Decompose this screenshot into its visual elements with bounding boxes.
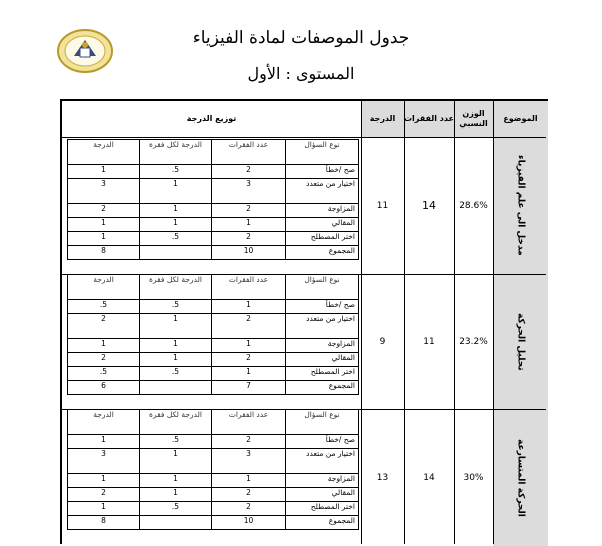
cell-per-item <box>140 381 212 395</box>
cell-type: المزاوجة <box>286 474 359 488</box>
section-items: 11 <box>423 336 435 347</box>
total-row <box>68 381 359 395</box>
sub-type-header: نوع السؤال <box>286 140 359 165</box>
cell-type: اختيار من متعدد <box>286 314 359 339</box>
cell-grade: 2 <box>68 204 140 218</box>
cell-per-item: 1 <box>140 353 212 367</box>
section-weight: 30% <box>463 472 484 483</box>
subtable-header-row <box>68 140 359 165</box>
cell-type: اختيار من متعدد <box>286 449 359 474</box>
cell-per-item: .5 <box>140 232 212 246</box>
cell-grade: 8 <box>68 516 140 530</box>
cell-grade: 1 <box>68 232 140 246</box>
sub-grade-header: الدرجة <box>68 275 140 300</box>
cell-count: 2 <box>212 502 286 516</box>
cell-type: المجموع <box>286 246 359 260</box>
sub-per-item-header: الدرجة لكل فقرة <box>140 140 212 165</box>
cell-grade: .5 <box>68 300 140 314</box>
cell-grade: 1 <box>68 474 140 488</box>
cell-grade: 1 <box>68 165 140 179</box>
cell-grade: 8 <box>68 246 140 260</box>
cell-count: 2 <box>212 488 286 502</box>
distribution-header: توزيع الدرجة <box>186 114 237 123</box>
section-grade: 9 <box>379 336 386 347</box>
cell-grade: .5 <box>68 367 140 381</box>
cell-per-item: .5 <box>140 367 212 381</box>
cell-grade: 2 <box>68 488 140 502</box>
table-row <box>68 474 359 488</box>
sub-per-item-header: الدرجة لكل فقرة <box>140 410 212 435</box>
total-row <box>68 516 359 530</box>
section-weight: 23.2% <box>459 336 488 347</box>
cell-type: المزاوجة <box>286 204 359 218</box>
cell-per-item: 1 <box>140 488 212 502</box>
level-subtitle: المستوى : الأول <box>247 64 355 83</box>
sub-grade-header: الدرجة <box>68 410 140 435</box>
cell-type: المجموع <box>286 516 359 530</box>
sub-count-header: عدد الفقرات <box>212 140 286 165</box>
distribution-subtable <box>67 274 359 395</box>
distribution-subtable <box>67 139 359 260</box>
cell-grade: 3 <box>68 179 140 204</box>
cell-per-item: 1 <box>140 314 212 339</box>
total-row <box>68 246 359 260</box>
subtable-header-row <box>68 275 359 300</box>
section-grade: 11 <box>376 200 389 211</box>
cell-per-item: 1 <box>140 218 212 232</box>
cell-type: المقالي <box>286 353 359 367</box>
table-row <box>68 204 359 218</box>
cell-type: المجموع <box>286 381 359 395</box>
cell-count: 10 <box>212 246 286 260</box>
cell-grade: 1 <box>68 435 140 449</box>
cell-type: اختيار من متعدد <box>286 179 359 204</box>
cell-type: المزاوجة <box>286 339 359 353</box>
sub-per-item-header: الدرجة لكل فقرة <box>140 275 212 300</box>
cell-grade: 3 <box>68 449 140 474</box>
cell-count: 2 <box>212 165 286 179</box>
cell-count: 3 <box>212 449 286 474</box>
cell-per-item: 1 <box>140 179 212 204</box>
cell-count: 1 <box>212 300 286 314</box>
section-grade: 13 <box>376 472 389 483</box>
items-count-header: عدد الفقرات <box>404 114 454 123</box>
table-row <box>68 165 359 179</box>
cell-count: 1 <box>212 474 286 488</box>
cell-per-item: 1 <box>140 474 212 488</box>
cell-count: 1 <box>212 367 286 381</box>
cell-count: 1 <box>212 218 286 232</box>
cell-type: صح /خطأ <box>286 300 359 314</box>
cell-count: 2 <box>212 232 286 246</box>
weight-header: الوزن النسبي <box>459 109 488 128</box>
topic-header: الموضوع <box>503 114 538 123</box>
section-items: 14 <box>423 472 435 483</box>
table-row <box>68 367 359 381</box>
cell-grade: 1 <box>68 502 140 516</box>
page-title: جدول الموصفات لمادة الفيزياء <box>192 28 410 48</box>
cell-per-item: 1 <box>140 449 212 474</box>
cell-type: المقالي <box>286 218 359 232</box>
cell-per-item: .5 <box>140 300 212 314</box>
cell-count: 2 <box>212 353 286 367</box>
cell-grade: 6 <box>68 381 140 395</box>
cell-grade: 1 <box>68 218 140 232</box>
table-row <box>68 314 359 339</box>
section-topic: مدخل الى علم الفيزياء <box>515 155 526 256</box>
cell-grade: 1 <box>68 339 140 353</box>
table-row <box>68 339 359 353</box>
table-row <box>68 232 359 246</box>
subtable-header-row <box>68 410 359 435</box>
cell-count: 2 <box>212 314 286 339</box>
table-row <box>68 353 359 367</box>
sub-count-header: عدد الفقرات <box>212 410 286 435</box>
section-weight: 28.6% <box>459 200 488 211</box>
cell-grade: 2 <box>68 314 140 339</box>
cell-type: اختر المصطلح <box>286 232 359 246</box>
sub-grade-header: الدرجة <box>68 140 140 165</box>
cell-count: 2 <box>212 435 286 449</box>
specifications-table <box>60 99 548 544</box>
cell-per-item: .5 <box>140 165 212 179</box>
cell-type: اختر المصطلح <box>286 502 359 516</box>
cell-per-item: .5 <box>140 435 212 449</box>
section-topic: تحليل الحركة <box>515 312 526 371</box>
distribution-subtable <box>67 409 359 530</box>
grade-header: الدرجة <box>369 114 396 123</box>
sub-count-header: عدد الفقرات <box>212 275 286 300</box>
cell-type: اختر المصطلح <box>286 367 359 381</box>
sub-type-header: نوع السؤال <box>286 410 359 435</box>
table-row <box>68 435 359 449</box>
cell-type: صح /خطأ <box>286 165 359 179</box>
cell-type: المقالي <box>286 488 359 502</box>
cell-per-item: 1 <box>140 339 212 353</box>
cell-type: صح /خطأ <box>286 435 359 449</box>
table-row <box>68 218 359 232</box>
cell-count: 2 <box>212 204 286 218</box>
cell-grade: 2 <box>68 353 140 367</box>
section-items: 14 <box>422 199 436 212</box>
school-logo-icon <box>56 28 114 74</box>
cell-per-item: 1 <box>140 204 212 218</box>
sub-type-header: نوع السؤال <box>286 275 359 300</box>
section-topic: الحركة المتسارعة <box>515 438 526 517</box>
cell-per-item <box>140 516 212 530</box>
table-row <box>68 449 359 474</box>
table-row <box>68 300 359 314</box>
table-row <box>68 179 359 204</box>
cell-count: 10 <box>212 516 286 530</box>
cell-count: 1 <box>212 339 286 353</box>
cell-count: 7 <box>212 381 286 395</box>
table-row <box>68 502 359 516</box>
cell-count: 3 <box>212 179 286 204</box>
cell-per-item: .5 <box>140 502 212 516</box>
cell-per-item <box>140 246 212 260</box>
table-row <box>68 488 359 502</box>
